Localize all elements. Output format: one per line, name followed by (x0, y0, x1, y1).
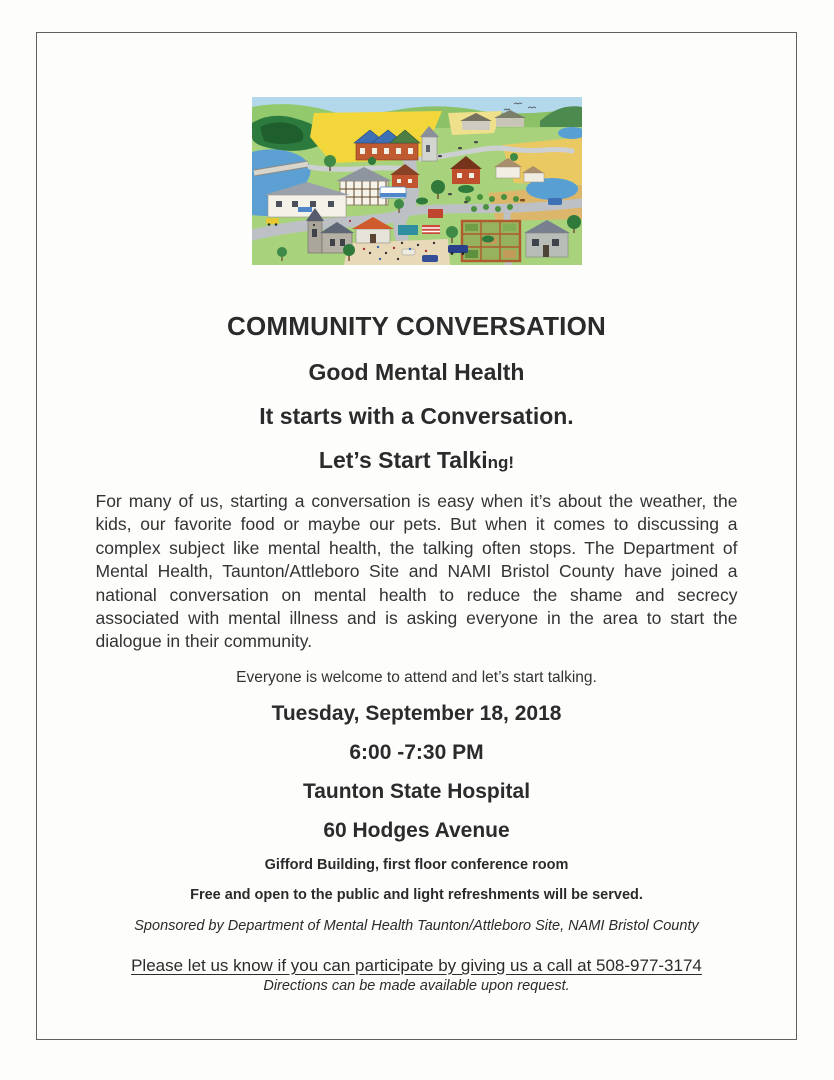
flyer-subtitle-good-mental-health: Good Mental Health (308, 359, 525, 385)
event-date: Tuesday, September 18, 2018 (271, 701, 562, 725)
flyer-title: COMMUNITY CONVERSATION (226, 311, 606, 341)
event-time: 6:00 -7:30 PM (349, 740, 484, 764)
flyer-subtitle-lets-start-talking (37, 447, 796, 474)
body-paragraph: For many of us, starting a conversation is easy when it’s about the weather, the kids, our favorite food or maybe our pets. But when it comes to discussing a complex subject like mental health, the talking often stops. The Department of Mental Health, Taunton/Attleboro Site and NAMI Bristol County have joined a national conversation on mental health to reduce the shame and secrecy associated with mental illness and is asking everyone in the area to start the dialogue in their community. (95, 491, 738, 652)
subtitle-small-run: ng! (487, 453, 515, 472)
welcome-line: Everyone is welcome to attend and let’s start talking. (236, 668, 597, 686)
event-address: 60 Hodges Avenue (323, 818, 510, 842)
event-venue: Taunton State Hospital (302, 779, 531, 803)
rsvp-line: Please let us know if you can participate by giving us a call at 508-977-3174 (131, 955, 702, 975)
page-border-frame (36, 32, 797, 1040)
village-illustration (252, 97, 582, 265)
subtitle-main-run: Let’s Start Talki (318, 447, 488, 473)
directions-line: Directions can be made available upon request. (263, 977, 570, 994)
sponsor-line: Sponsored by Department of Mental Health Taunton/Attleboro Site, NAMI Bristol County (134, 917, 699, 934)
flyer-subtitle-starts-with-conversation: It starts with a Conversation. (259, 403, 574, 429)
event-room: Gifford Building, first floor conference room (264, 856, 569, 873)
event-admission: Free and open to the public and light refreshments will be served. (190, 886, 643, 903)
